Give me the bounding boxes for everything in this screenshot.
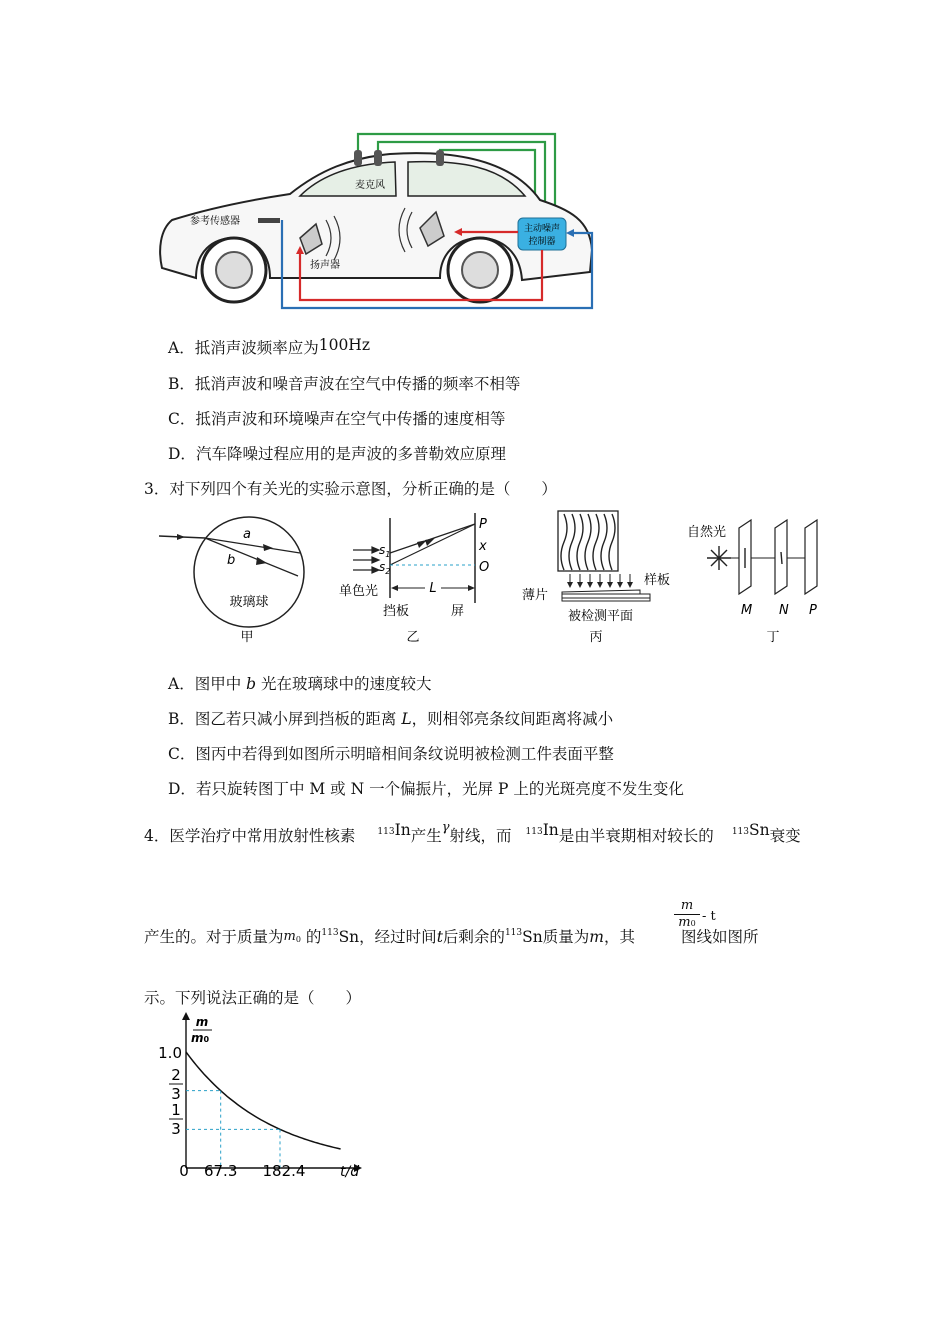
decay-curve xyxy=(186,1052,341,1149)
ray-a-label: a xyxy=(243,527,251,542)
fig-jia-caption: 甲 xyxy=(240,630,254,645)
q2-option-a: A．抵消声波频率应为100Hz xyxy=(168,336,370,357)
mass-ratio-fraction: m m0 xyxy=(674,898,700,932)
x-tick-67.3: 67.3 xyxy=(203,1162,238,1180)
q3-stem: 3．对下列四个有关光的实验示意图，分析正确的是（ ） xyxy=(144,480,557,498)
x-label: x xyxy=(479,539,487,554)
glass-ball-label: 玻璃球 xyxy=(229,595,269,610)
q2-option-c: C．抵消声波和环境噪声在空气中传播的速度相等 xyxy=(168,410,506,428)
y-axis-arrow xyxy=(182,1012,190,1020)
q2-option-d: D．汽车降噪过程应用的是声波的多普勒效应原理 xyxy=(168,445,506,463)
controller-label-1: 主动噪声 xyxy=(523,224,561,234)
y-label-den: m0 xyxy=(190,1031,210,1045)
O-label: O xyxy=(479,560,490,575)
fig-jia xyxy=(155,508,315,648)
speaker-label: 扬声器 xyxy=(310,260,340,271)
x-tick-0: 0 xyxy=(179,1162,189,1180)
y-label-num: m xyxy=(195,1015,209,1029)
car-noise-figure xyxy=(150,120,610,320)
fig-yi xyxy=(335,508,505,648)
q3-option-a: A．图甲中 b 光在玻璃球中的速度较大 xyxy=(168,675,432,693)
fig-bing-caption: 丙 xyxy=(589,630,603,645)
y-tick-1.0: 1.0 xyxy=(158,1044,182,1062)
M-label: M xyxy=(741,603,753,618)
baffle-label: 挡板 xyxy=(383,604,410,619)
N-label: N xyxy=(779,603,789,618)
q3-option-d: D．若只旋转图丁中 M 或 N 一个偏振片，光屏 P 上的光斑亮度不发生变化 xyxy=(168,780,684,798)
dash-t: - t xyxy=(702,909,716,924)
q2-option-b: B．抵消声波和噪音声波在空气中传播的频率不相等 xyxy=(168,375,521,393)
x-axis-label: t/d xyxy=(340,1164,360,1180)
thin-sheet-label: 薄片 xyxy=(522,588,549,603)
test-plane-label: 被检测平面 xyxy=(568,609,634,624)
sample-plate-label: 样板 xyxy=(644,573,671,588)
mic-label: 麦克风 xyxy=(355,180,385,191)
x-tick-182.4: 182.4 xyxy=(262,1162,306,1180)
fig-ding-caption: 丁 xyxy=(766,630,780,645)
natural-light-label: 自然光 xyxy=(687,525,727,540)
controller-label-2: 控制器 xyxy=(528,237,556,247)
P-screen-label: P xyxy=(809,603,817,618)
s1-label: $s_1$ xyxy=(379,543,391,559)
y-tick-2-3-den: 3 xyxy=(171,1085,181,1103)
screen-label: 屏 xyxy=(451,604,465,619)
ref-sensor-label: 参考传感器 xyxy=(190,216,240,227)
P-label: P xyxy=(479,517,487,532)
q3-option-b: B．图乙若只减小屏到挡板的距离 L，则相邻亮条纹间距离将减小 xyxy=(168,710,614,728)
fig-yi-caption: 乙 xyxy=(406,630,420,645)
q4-line-1: 4．医学治疗中常用放射性核素 $^{113}$In产生$^\gamma$射线，而 $^{113}$In是由半衰期相对较长的 $^{113}$Sn衰变 xyxy=(144,820,801,845)
y-tick-2-3-num: 2 xyxy=(171,1066,181,1084)
y-tick-1-3-num: 1 xyxy=(171,1101,181,1119)
y-tick-1-3-den: 3 xyxy=(171,1120,181,1138)
q3-option-c: C．图丙中若得到如图所示明暗相间条纹说明被检测工件表面平整 xyxy=(168,745,614,763)
decay-chart xyxy=(150,1010,380,1180)
q4-line-3: 示。下列说法正确的是（ ） xyxy=(144,989,362,1007)
fig-bing xyxy=(518,508,688,648)
s2-label: $s_2$ xyxy=(379,560,391,576)
fig-ding xyxy=(683,508,833,648)
L-label: L xyxy=(429,581,437,596)
q4-line-2: 产生的。对于质量为m0 的$^{113}$Sn，经过时间t后剩余的$^{113}$Sn质量为m，其 图线如图所 xyxy=(144,928,759,946)
ray-b-label: b xyxy=(227,553,236,568)
mono-label: 单色光 xyxy=(339,584,379,599)
